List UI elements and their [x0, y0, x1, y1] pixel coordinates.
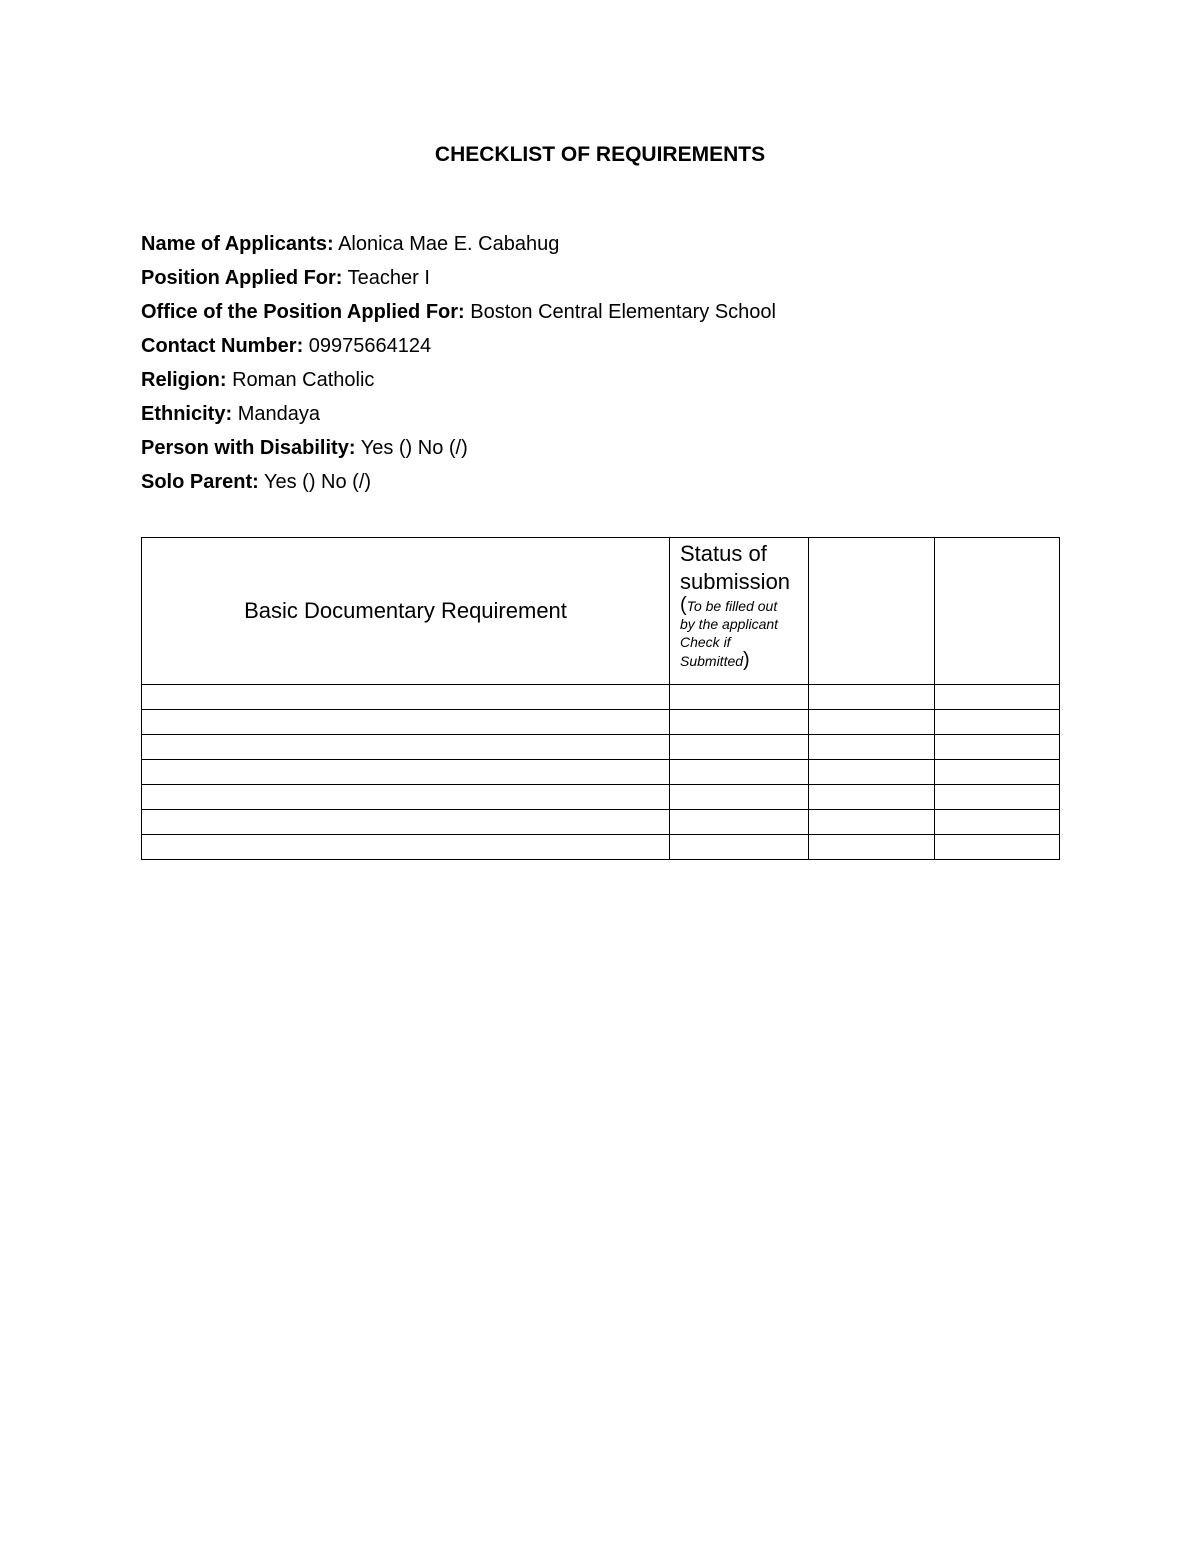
requirement-cell — [142, 710, 670, 735]
status-column-header — [670, 538, 809, 685]
column-4-cell — [935, 710, 1060, 735]
contact-value: 09975664124 — [308, 335, 432, 357]
status-cell[interactable] — [670, 760, 809, 785]
status-header-line2: submission — [680, 569, 791, 594]
name-label: Name of Applicants: — [141, 233, 334, 255]
info-line-religion — [141, 365, 1061, 399]
table-row — [142, 785, 1060, 810]
page-title: CHECKLIST OF REQUIREMENTS — [434, 143, 766, 166]
info-line-disability — [141, 433, 1061, 467]
info-line-contact — [141, 331, 1061, 365]
requirement-column-header — [142, 538, 670, 685]
status-cell[interactable] — [670, 785, 809, 810]
info-line-solo-parent — [141, 467, 1061, 501]
requirement-cell — [142, 785, 670, 810]
ethnicity-value: Mandaya — [237, 403, 320, 425]
info-line-ethnicity — [141, 399, 1061, 433]
column-4-header — [935, 538, 1060, 685]
name-value: Alonica Mae E. Cabahug — [338, 233, 560, 255]
status-cell[interactable] — [670, 735, 809, 760]
solo-parent-label: Solo Parent: — [141, 471, 259, 493]
religion-value: Roman Catholic — [232, 369, 375, 391]
info-line-office — [141, 297, 1061, 331]
info-line-position — [141, 263, 1061, 297]
status-cell[interactable] — [670, 710, 809, 735]
status-header-line1: Status of — [680, 541, 767, 566]
solo-parent-value: Yes () No (/) — [264, 471, 372, 493]
applicant-info — [141, 229, 1061, 501]
religion-label: Religion: — [141, 369, 227, 391]
column-3-cell — [809, 760, 935, 785]
table-row — [142, 685, 1060, 710]
office-value: Boston Central Elementary School — [470, 301, 776, 323]
status-note-line2: by the applicant — [680, 616, 779, 632]
requirement-cell — [142, 835, 670, 860]
info-line-name — [141, 229, 1061, 263]
requirement-header-text: Basic Documentary Requirement — [244, 598, 567, 623]
column-4-cell — [935, 785, 1060, 810]
status-note-paren-open: ( — [680, 594, 687, 616]
requirement-cell — [142, 810, 670, 835]
table-header-row — [142, 538, 1060, 685]
column-4-cell — [935, 810, 1060, 835]
column-3-cell — [809, 785, 935, 810]
status-cell[interactable] — [670, 835, 809, 860]
ethnicity-label: Ethnicity: — [141, 403, 233, 425]
column-3-header — [809, 538, 935, 685]
column-3-cell — [809, 710, 935, 735]
disability-label: Person with Disability: — [141, 437, 356, 459]
requirement-cell — [142, 760, 670, 785]
requirement-cell — [142, 735, 670, 760]
table-row — [142, 735, 1060, 760]
status-note — [680, 596, 808, 670]
disability-value: Yes () No (/) — [360, 437, 468, 459]
position-value: Teacher I — [347, 267, 430, 289]
table-row — [142, 810, 1060, 835]
column-3-cell — [809, 735, 935, 760]
column-4-cell — [935, 760, 1060, 785]
column-4-cell — [935, 835, 1060, 860]
column-3-cell — [809, 835, 935, 860]
column-3-cell — [809, 810, 935, 835]
position-label: Position Applied For: — [141, 267, 343, 289]
table-row — [142, 835, 1060, 860]
status-note-line4: Submitted — [680, 653, 744, 669]
status-note-line3: Check if — [680, 634, 731, 650]
column-3-cell — [809, 685, 935, 710]
table-row — [142, 760, 1060, 785]
column-4-cell — [935, 735, 1060, 760]
status-note-paren-close: ) — [743, 649, 750, 671]
status-cell[interactable] — [670, 685, 809, 710]
status-note-line1: To be filled out — [686, 598, 778, 614]
requirements-table — [141, 537, 1060, 860]
status-cell[interactable] — [670, 810, 809, 835]
column-4-cell — [935, 685, 1060, 710]
requirement-cell — [142, 685, 670, 710]
office-label: Office of the Position Applied For: — [141, 301, 465, 323]
table-row — [142, 710, 1060, 735]
contact-label: Contact Number: — [141, 335, 304, 357]
